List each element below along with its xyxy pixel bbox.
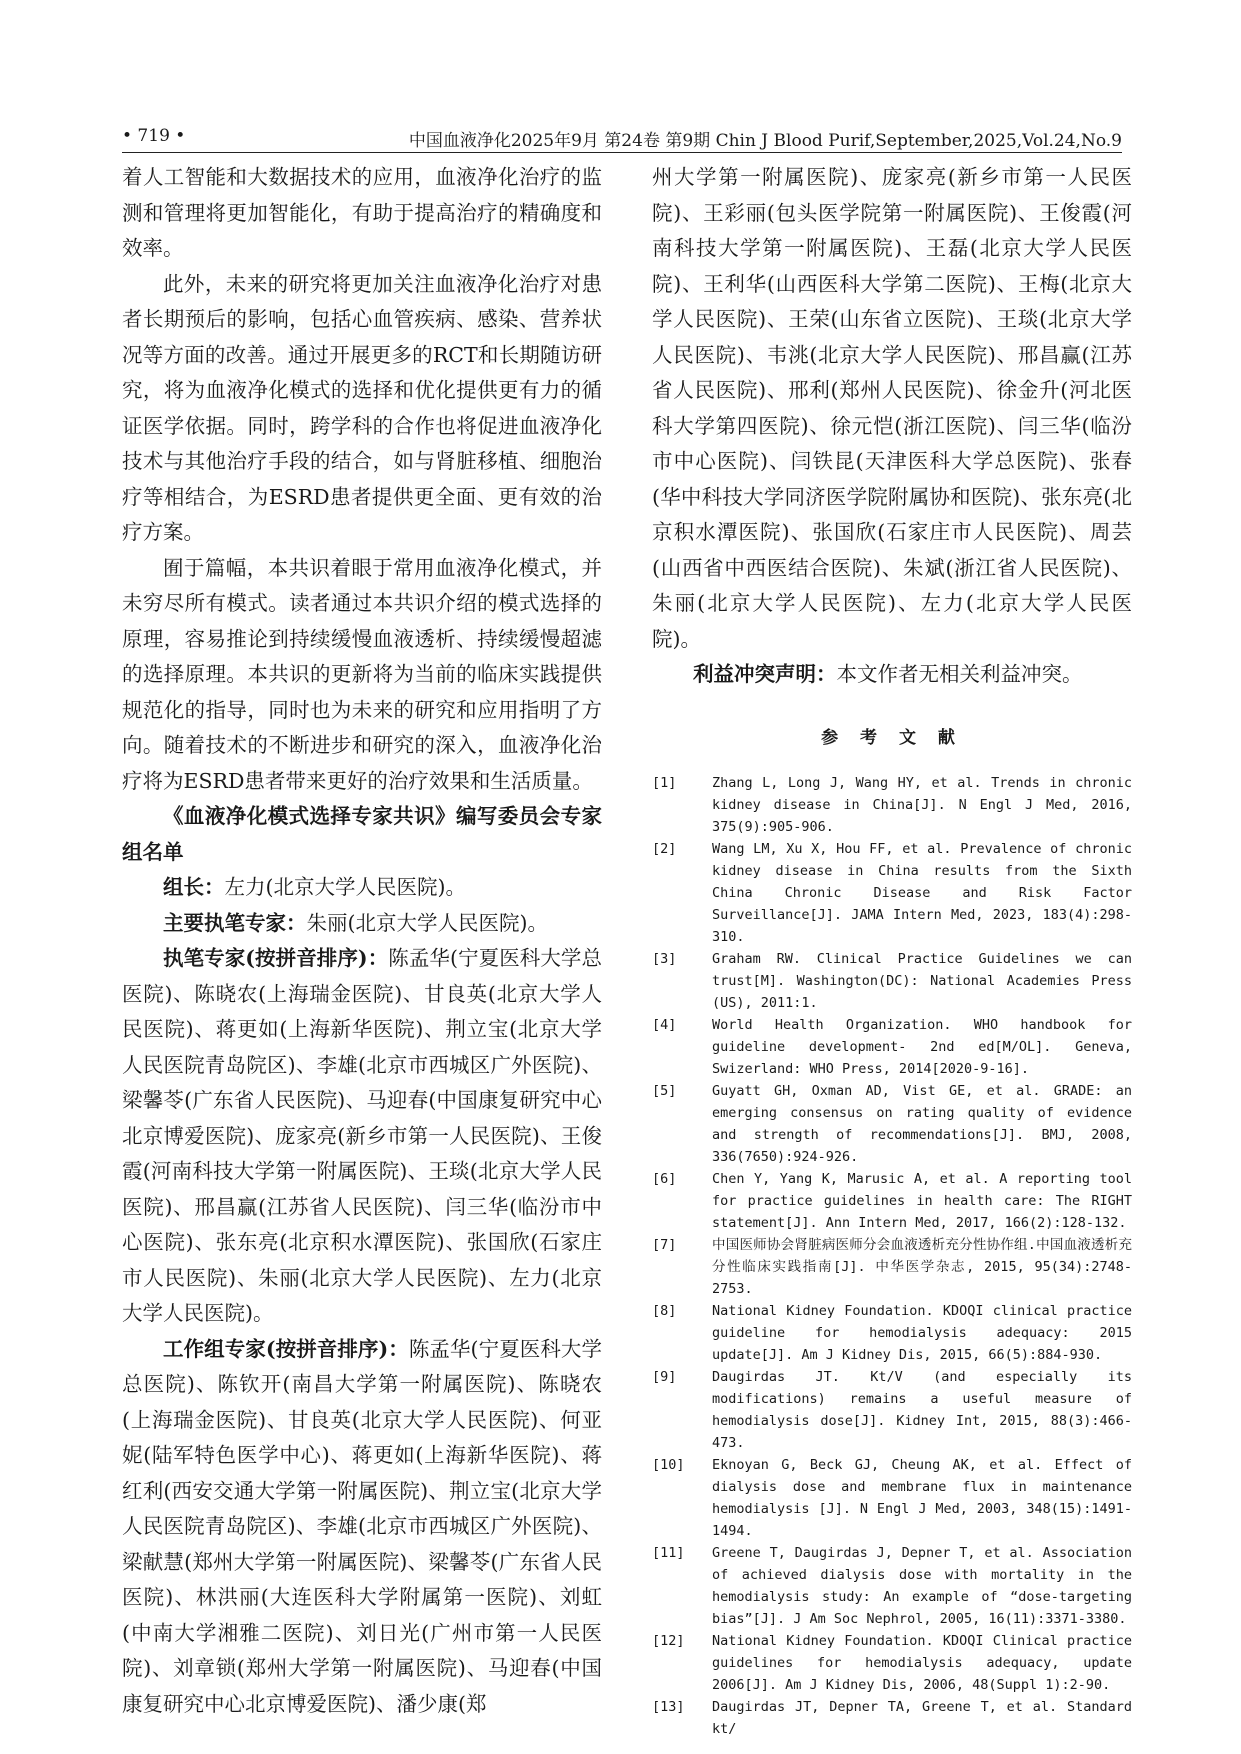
committee-title: 《血液净化模式选择专家共识》编写委员会专家组名单	[122, 804, 602, 864]
reference-text: Daugirdas JT, Depner TA, Greene T, et al. Standard kt/	[712, 1698, 1132, 1737]
workgroup-list	[122, 1332, 602, 1723]
page-number: • 719 •	[122, 126, 186, 146]
reference-number: [4]	[652, 1016, 677, 1033]
reference-number: [6]	[652, 1170, 677, 1187]
paragraph-ai: 着人工智能和大数据技术的应用，血液净化治疗的监测和管理将更加智能化，有助于提高治疗的精确度和效率。	[122, 165, 602, 260]
conflict-statement	[652, 657, 1132, 693]
reference-text: Graham RW. Clinical Practice Guidelines we can trust[M]. Washington(DC): National Academies Press (US), 2011:1.	[712, 950, 1132, 1011]
committee-leader	[122, 870, 602, 906]
reference-number: [13]	[652, 1698, 685, 1715]
reference-item	[652, 1696, 1132, 1740]
reference-number: [10]	[652, 1456, 685, 1473]
workgroup-list-continued: 州大学第一附属医院)、庞家亮(新乡市第一人民医院)、王彩丽(包头医学院第一附属医院)、王俊霞(河南科技大学第一附属医院)、王磊(北京大学人民医院)、王利华(山西医科大学第二医院)、王梅(北京大学人民医院)、王荣(山东省立医院)、王琰(北京大学人民医院)、韦洮(北京大学人民医院)、邢昌赢(江苏省人民医院)、邢利(郑州人民医院)、徐金升(河北医科大学第四医院)、徐元恺(浙江医院)、闫三华(临汾市中心医院)、闫铁昆(天津医科大学总医院)、张春(华中科技大学同济医学院附属协和医院)、张东亮(北京积水潭医院)、张国欣(石家庄市人民医院)、周芸(山西省中西医结合医院)、朱斌(浙江省人民医院)、朱丽(北京大学人民医院)、左力(北京大学人民医院)。	[652, 165, 1132, 651]
reference-item	[652, 1454, 1132, 1542]
reference-item	[652, 772, 1132, 838]
reference-item	[652, 838, 1132, 948]
conflict-label: 利益冲突声明：	[693, 662, 837, 686]
reference-item	[652, 1542, 1132, 1630]
reference-text: Eknoyan G, Beck GJ, Cheung AK, et al. Effect of dialysis dose and membrane flux in maintenance hemodialysis [J]. N Engl J Med, 2003, 348(15):1491-1494.	[712, 1456, 1132, 1539]
reference-list	[652, 772, 1132, 1740]
journal-citation: 中国血液净化2025年9月 第24卷 第9期 Chin J Blood Purif,September,2025,Vol.24,No.9	[408, 131, 1122, 151]
reference-number: [7]	[652, 1236, 677, 1253]
reference-text: Wang LM, Xu X, Hou FF, et al. Prevalence of chronic kidney disease in China results from the Sixth China Chronic Disease and Risk Factor Surveillance[J]. JAMA Intern Med, 2023, 183(4):298-310.	[712, 840, 1132, 945]
reference-number: [1]	[652, 774, 677, 791]
reference-text: National Kidney Foundation. KDOQI clinical practice guideline for hemodialysis adequacy: 2015 update[J]. Am J Kidney Dis, 2015, 66(5):884-930.	[712, 1302, 1132, 1363]
leader-value: 左力(北京大学人民医院)。	[224, 875, 466, 899]
left-column	[122, 160, 602, 1722]
reference-text: Greene T, Daugirdas J, Depner T, et al. Association of achieved dialysis dose with mortality in the hemodialysis study: An example of “dose-targeting bias”[J]. J Am Soc Nephrol, 2005, 16(11):3371-3380.	[712, 1544, 1132, 1627]
header-rule	[122, 152, 1122, 153]
right-column	[652, 160, 1132, 1740]
reference-item	[652, 1014, 1132, 1080]
running-header	[122, 124, 1122, 154]
reference-number: [11]	[652, 1544, 685, 1561]
paragraph-scope: 囿于篇幅，本共识着眼于常用血液净化模式，并未穷尽所有模式。读者通过本共识介绍的模式选择的原理，容易推论到持续缓慢血液透析、持续缓慢超滤的选择原理。本共识的更新将为当前的临床实践提供规范化的指导，同时也为未来的研究和应用指明了方向。随着技术的不断进步和研究的深入，血液净化治疗将为ESRD患者带来更好的治疗效果和生活质量。	[122, 555, 602, 793]
reference-number: [12]	[652, 1632, 685, 1649]
reference-text: National Kidney Foundation. KDOQI Clinical practice guidelines for hemodialysis adequacy, update 2006[J]. Am J Kidney Dis, 2006, 48(Suppl 1):2-90.	[712, 1632, 1132, 1693]
writers-list	[122, 941, 602, 1332]
reference-item	[652, 1234, 1132, 1300]
reference-text: Daugirdas JT. Kt/V (and especially its modifications) remains a useful measure of hemodialysis dose[J]. Kidney Int, 2015, 88(3):466-473.	[712, 1368, 1132, 1451]
writers-label: 执笔专家(按拼音排序)：	[163, 946, 389, 970]
reference-number: [2]	[652, 840, 677, 857]
reference-text: Chen Y, Yang K, Marusic A, et al. A reporting tool for practice guidelines in health care: The RIGHT statement[J]. Ann Intern Med, 2017, 166(2):128-132.	[712, 1170, 1132, 1231]
reference-text: Zhang L, Long J, Wang HY, et al. Trends in chronic kidney disease in China[J]. N Engl J Med, 2016, 375(9):905-906.	[712, 774, 1132, 835]
reference-item	[652, 948, 1132, 1014]
workgroup-value: 陈孟华(宁夏医科大学总医院)、陈钦开(南昌大学第一附属医院)、陈晓农(上海瑞金医院)、甘良英(北京大学人民医院)、何亚妮(陆军特色医学中心)、蒋更如(上海新华医院)、蒋红利(西安交通大学第一附属医院)、荆立宝(北京大学人民医院青岛院区)、李雄(北京市西城区广外医院)、梁献慧(郑州大学第一附属医院)、梁馨苓(广东省人民医院)、林洪丽(大连医科大学附属第一医院)、刘虹(中南大学湘雅二医院)、刘日光(广州市第一人民医院)、刘章锁(郑州大学第一附属医院)、马迎春(中国康复研究中心北京博爱医院)、潘少康(郑	[122, 1336, 602, 1716]
reference-item	[652, 1366, 1132, 1454]
reference-number: [9]	[652, 1368, 677, 1385]
reference-item	[652, 1168, 1132, 1234]
reference-item	[652, 1080, 1132, 1168]
reference-text: Guyatt GH, Oxman AD, Vist GE, et al. GRADE: an emerging consensus on rating quality of evidence and strength of recommendations[J]. BMJ, 2008, 336(7650):924-926.	[712, 1082, 1132, 1165]
conflict-value: 本文作者无相关利益冲突。	[836, 662, 1083, 686]
reference-text: 中国医师协会肾脏病医师分会血液透析充分性协作组.中国血液透析充分性临床实践指南[J]. 中华医学杂志, 2015, 95(34):2748-2753.	[712, 1236, 1132, 1297]
chief-label: 主要执笔专家：	[163, 910, 307, 935]
reference-item	[652, 1630, 1132, 1696]
reference-number: [5]	[652, 1082, 677, 1099]
reference-text: World Health Organization. WHO handbook for guideline development- 2nd ed[M/OL]. Geneva, Swizerland: WHO Press, 2014[2020-9-16].	[712, 1016, 1132, 1077]
chief-writer	[122, 906, 602, 942]
references-title: 参 考 文 献	[821, 727, 963, 748]
paragraph-future-research: 此外，未来的研究将更加关注血液净化治疗对患者长期预后的影响，包括心血管疾病、感染、营养状况等方面的改善。通过开展更多的RCT和长期随访研究，将为血液净化模式的选择和优化提供更有力的循证医学依据。同时，跨学科的合作也将促进血液净化技术与其他治疗手段的结合，如与肾脏移植、细胞治疗等相结合，为ESRD患者提供更全面、更有效的治疗方案。	[122, 271, 602, 544]
chief-value: 朱丽(北京大学人民医院)。	[306, 910, 548, 935]
reference-number: [3]	[652, 950, 677, 967]
workgroup-label: 工作组专家(按拼音排序)：	[163, 1336, 409, 1361]
reference-item	[652, 1300, 1132, 1366]
leader-label: 组长：	[163, 875, 225, 899]
reference-number: [8]	[652, 1302, 677, 1319]
writers-value: 陈孟华(宁夏医科大学总医院)、陈晓农(上海瑞金医院)、甘良英(北京大学人民医院)、蒋更如(上海新华医院)、荆立宝(北京大学人民医院青岛院区)、李雄(北京市西城区广外医院)、梁馨苓(广东省人民医院)、马迎春(中国康复研究中心北京博爱医院)、庞家亮(新乡市第一人民医院)、王俊霞(河南科技大学第一附属医院)、王琰(北京大学人民医院)、邢昌赢(江苏省人民医院)、闫三华(临汾市中心医院)、张东亮(北京积水潭医院)、张国欣(石家庄市人民医院)、朱丽(北京大学人民医院)、左力(北京大学人民医院)。	[122, 946, 603, 1325]
